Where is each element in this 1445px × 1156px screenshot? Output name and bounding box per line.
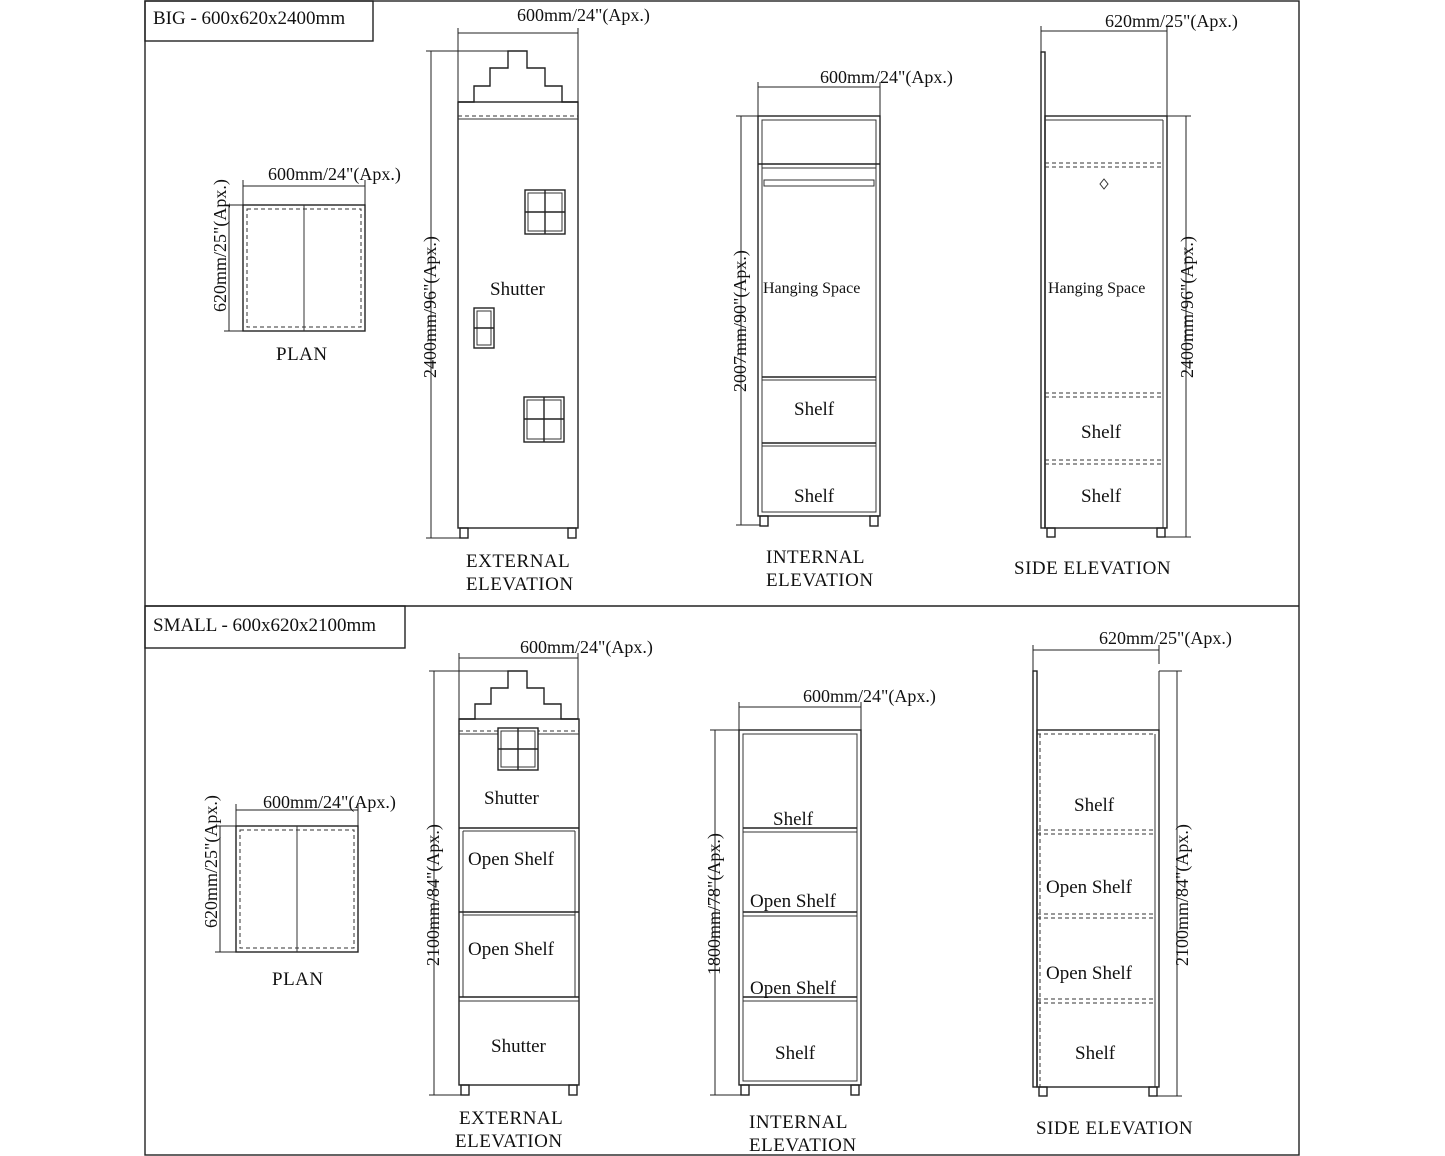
small-title: SMALL - 600x620x2100mm (153, 615, 377, 636)
big-side-hanging: Hanging Space (1048, 280, 1146, 297)
small-internal-caption-2: ELEVATION (749, 1135, 857, 1156)
small-internal-width: 600mm/24"(Apx.) (803, 686, 936, 706)
big-internal-caption-1: INTERNAL (766, 547, 865, 568)
small-plan-caption: PLAN (272, 969, 324, 990)
big-external-caption-2: ELEVATION (466, 574, 574, 595)
big-internal-elevation (730, 67, 953, 591)
small-side-height: 2100mm/84"(Apx.) (1172, 824, 1192, 966)
small-internal-shelf-2: Shelf (775, 1043, 816, 1064)
small-external-caption-2: ELEVATION (455, 1131, 563, 1152)
big-internal-hanging: Hanging Space (763, 280, 861, 297)
small-side-caption: SIDE ELEVATION (1036, 1118, 1194, 1139)
big-plan-width: 600mm/24"(Apx.) (268, 164, 401, 184)
small-external-height: 2100mm/84"(Apx.) (423, 824, 443, 966)
small-external-elevation (423, 637, 653, 1152)
small-external-open-shelf-1: Open Shelf (468, 849, 555, 870)
small-external-width: 600mm/24"(Apx.) (520, 637, 653, 657)
small-internal-shelf-1: Shelf (773, 809, 814, 830)
small-side-width: 620mm/25"(Apx.) (1099, 628, 1232, 648)
small-external-caption-1: EXTERNAL (459, 1108, 564, 1129)
small-internal-height: 1800mm/78"(Apx.) (704, 833, 724, 975)
small-side-open-shelf-1: Open Shelf (1046, 877, 1133, 898)
big-side-width: 620mm/25"(Apx.) (1105, 11, 1238, 31)
big-internal-height: 2007mm/90"(Apx.) (730, 250, 750, 392)
big-external-elevation (420, 5, 650, 595)
small-internal-open-shelf-1: Open Shelf (750, 891, 837, 912)
small-internal-caption-1: INTERNAL (749, 1112, 848, 1133)
small-side-open-shelf-2: Open Shelf (1046, 963, 1133, 984)
big-side-elevation (1014, 11, 1238, 579)
big-external-height: 2400mm/96"(Apx.) (420, 236, 440, 378)
small-plan-width: 600mm/24"(Apx.) (263, 792, 396, 812)
big-plan-caption: PLAN (276, 344, 328, 365)
big-side-shelf-1: Shelf (1081, 422, 1122, 443)
small-internal-elevation (704, 686, 936, 1156)
small-external-bottom-shutter: Shutter (491, 1036, 546, 1057)
big-internal-caption-2: ELEVATION (766, 570, 874, 591)
small-side-shelf-2: Shelf (1075, 1043, 1116, 1064)
big-external-caption-1: EXTERNAL (466, 551, 571, 572)
big-plan (210, 164, 401, 365)
big-side-caption: SIDE ELEVATION (1014, 558, 1172, 579)
big-title: BIG - 600x620x2400mm (153, 8, 346, 29)
big-external-width: 600mm/24"(Apx.) (517, 5, 650, 25)
big-side-height: 2400mm/96"(Apx.) (1177, 236, 1197, 378)
small-plan (201, 792, 396, 990)
small-side-elevation (1033, 628, 1232, 1139)
small-external-open-shelf-2: Open Shelf (468, 939, 555, 960)
big-internal-shelf-2: Shelf (794, 486, 835, 507)
small-side-shelf-1: Shelf (1074, 795, 1115, 816)
big-internal-width: 600mm/24"(Apx.) (820, 67, 953, 87)
big-plan-depth: 620mm/25"(Apx.) (210, 179, 230, 312)
small-internal-open-shelf-2: Open Shelf (750, 978, 837, 999)
big-internal-shelf-1: Shelf (794, 399, 835, 420)
big-external-shutter: Shutter (490, 279, 545, 300)
small-external-top-shutter: Shutter (484, 788, 539, 809)
big-side-shelf-2: Shelf (1081, 486, 1122, 507)
small-plan-depth: 620mm/25"(Apx.) (201, 795, 221, 928)
